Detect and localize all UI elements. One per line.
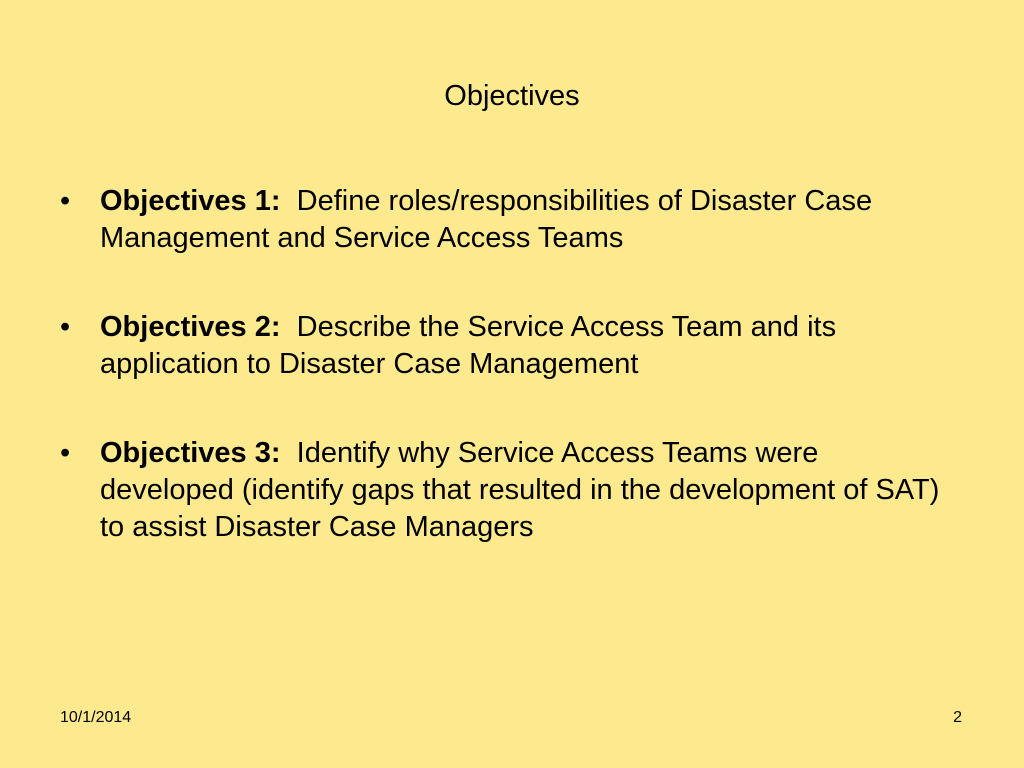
objective-label: Objectives 3: bbox=[100, 437, 281, 469]
objective-label: Objectives 2: bbox=[100, 311, 281, 343]
bullet-icon: • bbox=[60, 311, 71, 343]
page-number: 2 bbox=[953, 709, 962, 726]
objective-item-1 bbox=[60, 183, 960, 257]
objective-text: Identify why Service Access Teams were developed (identify gaps that resulted in the development of SAT) to assist Disaster Case Managers bbox=[100, 437, 940, 543]
objective-text: Define roles/responsibilities of Disaster Case Management and Service Access Teams bbox=[100, 185, 873, 254]
bullet-icon: • bbox=[60, 185, 71, 217]
objective-text: Describe the Service Access Team and its application to Disaster Case Management bbox=[100, 311, 837, 380]
objective-item-2 bbox=[60, 309, 960, 383]
objectives-list bbox=[60, 183, 960, 598]
footer-date: 10/1/2014 bbox=[60, 709, 132, 726]
objective-item-3 bbox=[60, 435, 960, 546]
slide-title: Objectives bbox=[444, 80, 580, 112]
bullet-icon: • bbox=[60, 437, 71, 469]
objective-label: Objectives 1: bbox=[100, 185, 281, 217]
